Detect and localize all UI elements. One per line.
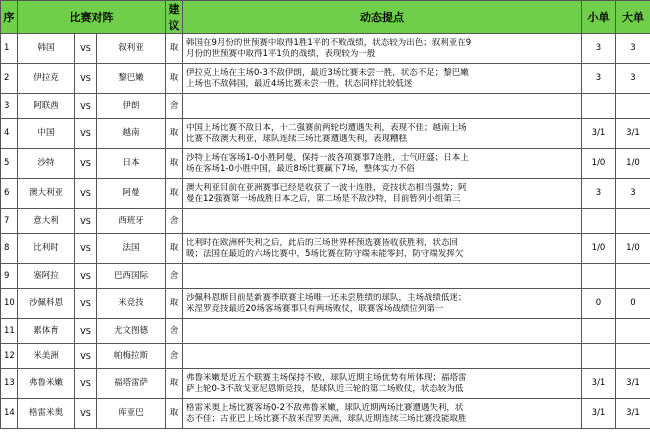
match-notes xyxy=(183,344,582,369)
match-notes xyxy=(183,399,582,429)
row-index: 10 xyxy=(1,289,18,319)
large-pick xyxy=(616,344,650,369)
pick-label: 取 xyxy=(166,64,183,94)
match-notes xyxy=(183,369,582,399)
notes-line-2: 场在客场1-0小胜中国，最近8场比赛赢下7场，整体实力不俗 xyxy=(186,163,415,174)
notes-line-2: 萨上轮0-3不敌戈亚尼恩斯竞技，是球队近三轮的第二场败仗，状态较为低 xyxy=(186,383,464,394)
table-row xyxy=(1,94,650,119)
vs-label: VS xyxy=(75,34,97,64)
home-team: 弗鲁米嫩 xyxy=(18,369,75,399)
match-notes xyxy=(183,119,582,149)
away-team: 巴西国际 xyxy=(97,264,166,289)
away-team: 伊朗 xyxy=(97,94,166,119)
row-index: 1 xyxy=(1,34,18,64)
pick-label: 取 xyxy=(166,369,183,399)
vs-label: VS xyxy=(75,94,97,119)
table-row xyxy=(1,319,650,344)
table-row xyxy=(1,289,650,319)
large-pick xyxy=(616,319,650,344)
vs-label: VS xyxy=(75,289,97,319)
vs-label: VS xyxy=(75,234,97,264)
table-row xyxy=(1,209,650,234)
vs-label: VS xyxy=(75,119,97,149)
large-pick xyxy=(616,94,650,119)
large-pick: 3/1 xyxy=(616,119,650,149)
large-pick xyxy=(616,209,650,234)
row-index: 12 xyxy=(1,344,18,369)
notes-line-2: 比赛不敌澳大利亚，球队连续三场比赛遭遇失利，表现糟糕 xyxy=(186,133,408,144)
table-row xyxy=(1,149,650,179)
notes-line-1: 格雷米奥上场比赛客场0-2不敌弗鲁米嫩，球队近期两场比赛遭遇失利，状 xyxy=(186,402,464,413)
pick-label: 取 xyxy=(166,289,183,319)
away-team: 米竞技 xyxy=(97,289,166,319)
header-large: 大单 xyxy=(616,1,650,34)
pick-label: 取 xyxy=(166,149,183,179)
notes-line-1: 弗鲁米嫩是近五个联赛主场保持不败，球队近期主场优势有所体现；福塔雷 xyxy=(186,372,467,383)
pick-label: 取 xyxy=(166,179,183,209)
row-index: 14 xyxy=(1,399,18,429)
match-notes xyxy=(183,64,582,94)
large-pick: 3/1 xyxy=(616,369,650,399)
match-notes xyxy=(183,34,582,64)
pick-label: 取 xyxy=(166,34,183,64)
table-row xyxy=(1,34,650,64)
large-pick: 3/1 xyxy=(616,399,650,429)
table-row xyxy=(1,179,650,209)
away-team: 福塔雷萨 xyxy=(97,369,166,399)
vs-label: VS xyxy=(75,149,97,179)
away-team: 法国 xyxy=(97,234,166,264)
row-index: 13 xyxy=(1,369,18,399)
vs-label: VS xyxy=(75,64,97,94)
small-pick: 3/1 xyxy=(582,369,616,399)
row-index: 7 xyxy=(1,209,18,234)
row-index: 11 xyxy=(1,319,18,344)
notes-line-1: 沙佩科恩斯目前是新赛季联赛主场唯一还未尝胜绩的球队，主场战绩低迷； xyxy=(186,292,467,303)
match-notes xyxy=(183,149,582,179)
pick-label: 舍 xyxy=(166,94,183,119)
small-pick xyxy=(582,319,616,344)
home-team: 沙佩科恩 xyxy=(18,289,75,319)
match-notes xyxy=(183,209,582,234)
pick-label: 取 xyxy=(166,234,183,264)
row-index: 6 xyxy=(1,179,18,209)
row-index: 8 xyxy=(1,234,18,264)
notes-line-2: 米涅罗竞技最近20场客场赛事只有两场败仗，联赛客场战绩位列第一 xyxy=(186,303,444,314)
header-row xyxy=(1,1,650,34)
row-index: 5 xyxy=(1,149,18,179)
vs-label: VS xyxy=(75,344,97,369)
row-index: 4 xyxy=(1,119,18,149)
table-row xyxy=(1,234,650,264)
pick-label: 舍 xyxy=(166,319,183,344)
small-pick xyxy=(582,264,616,289)
table-row xyxy=(1,344,650,369)
large-pick: 1/0 xyxy=(616,234,650,264)
vs-label: VS xyxy=(75,319,97,344)
large-pick: 3 xyxy=(616,34,650,64)
pick-label: 取 xyxy=(166,119,183,149)
home-team: 澳大利亚 xyxy=(18,179,75,209)
home-team: 格雷米奥 xyxy=(18,399,75,429)
small-pick: 3/1 xyxy=(582,399,616,429)
table-row xyxy=(1,369,650,399)
table-row xyxy=(1,264,650,289)
away-team: 尤文图德 xyxy=(97,319,166,344)
away-team: 西班牙 xyxy=(97,209,166,234)
away-team: 黎巴嫩 xyxy=(97,64,166,94)
small-pick: 0 xyxy=(582,289,616,319)
header-notes: 动态提点 xyxy=(183,1,582,34)
row-index: 9 xyxy=(1,264,18,289)
home-team: 中国 xyxy=(18,119,75,149)
match-notes xyxy=(183,319,582,344)
header-index: 序 xyxy=(1,1,18,34)
home-team: 阿联酋 xyxy=(18,94,75,119)
notes-line-1: 澳大利亚目前在亚洲赛事已经是收获了一波十连胜，竞技状态相当强势；阿 xyxy=(186,182,467,193)
pick-label: 取 xyxy=(166,399,183,429)
small-pick: 1/0 xyxy=(582,234,616,264)
small-pick: 3/1 xyxy=(582,119,616,149)
notes-line-2: 曼在12强赛第一场战胜日本之后，第二场是不敌沙特，目前暂列小组第三 xyxy=(186,193,461,204)
vs-label: VS xyxy=(75,179,97,209)
pick-label: 舍 xyxy=(166,209,183,234)
header-pick: 建议 xyxy=(166,1,183,34)
match-notes xyxy=(183,179,582,209)
vs-label: VS xyxy=(75,264,97,289)
vs-label: VS xyxy=(75,399,97,429)
home-team: 伊拉克 xyxy=(18,64,75,94)
small-pick xyxy=(582,94,616,119)
home-team: 意大利 xyxy=(18,209,75,234)
table-row xyxy=(1,64,650,94)
pick-label: 舍 xyxy=(166,344,183,369)
header-small: 小单 xyxy=(582,1,616,34)
away-team: 越南 xyxy=(97,119,166,149)
small-pick: 1/0 xyxy=(582,149,616,179)
pick-label: 舍 xyxy=(166,264,183,289)
match-notes xyxy=(183,264,582,289)
large-pick: 1/0 xyxy=(616,149,650,179)
away-team: 帕梅拉斯 xyxy=(97,344,166,369)
match-notes xyxy=(183,94,582,119)
notes-line-1: 韩国在9月份的世预赛中取得1胜1平的不败战绩，状态较为出色；叙利亚在9 xyxy=(186,37,472,48)
home-team: 韩国 xyxy=(18,34,75,64)
notes-line-1: 伊拉克上场在主场0-3不敌伊朗，最近3场比赛未尝一胜，状态不足；黎巴嫩 xyxy=(186,67,469,78)
away-team: 阿曼 xyxy=(97,179,166,209)
small-pick: 3 xyxy=(582,34,616,64)
vs-label: VS xyxy=(75,369,97,399)
row-index: 2 xyxy=(1,64,18,94)
large-pick: 0 xyxy=(616,289,650,319)
large-pick: 3 xyxy=(616,179,650,209)
away-team: 叙利亚 xyxy=(97,34,166,64)
header-match: 比赛对阵 xyxy=(18,1,166,34)
large-pick xyxy=(616,264,650,289)
home-team: 沙特 xyxy=(18,149,75,179)
row-index: 3 xyxy=(1,94,18,119)
small-pick: 3 xyxy=(582,64,616,94)
home-team: 比利时 xyxy=(18,234,75,264)
notes-line-2: 暖；法国在最近的六场比赛中，5场比赛在防守端未能零封，防守端发挥欠 xyxy=(186,248,464,259)
large-pick: 3 xyxy=(616,64,650,94)
small-pick: 3 xyxy=(582,179,616,209)
home-team: 累体育 xyxy=(18,319,75,344)
away-team: 库亚巴 xyxy=(97,399,166,429)
notes-line-2: 月份的世预赛中取得1平1负的战绩，表现较为一般 xyxy=(186,48,376,59)
notes-line-2: 态不佳；古亚巴上场比赛不敌米涅罗美洲，球队近期连续三场比赛没能取胜 xyxy=(186,413,467,424)
small-pick xyxy=(582,344,616,369)
notes-line-2: 上场也不敌韩国，最近4场比赛未尝一胜，状态同样比较低迷 xyxy=(186,78,413,89)
home-team: 米美洲 xyxy=(18,344,75,369)
notes-line-1: 沙特上场在客场1-0小胜阿曼，保持一波各项赛事7连胜，士气旺盛；日本上 xyxy=(186,152,469,163)
table-row xyxy=(1,119,650,149)
notes-line-1: 中国上场比赛不敌日本，十二强赛前两轮均遭遇失利，表现不佳；越南上场 xyxy=(186,122,467,133)
home-team: 塞阿拉 xyxy=(18,264,75,289)
away-team: 日本 xyxy=(97,149,166,179)
table-row xyxy=(1,399,650,429)
match-notes xyxy=(183,289,582,319)
match-notes xyxy=(183,234,582,264)
small-pick xyxy=(582,209,616,234)
notes-line-1: 比利时在欧洲杯失利之后，此后的三场世界杯预选赛皆收获胜利，状态回 xyxy=(186,237,459,248)
vs-label: VS xyxy=(75,209,97,234)
